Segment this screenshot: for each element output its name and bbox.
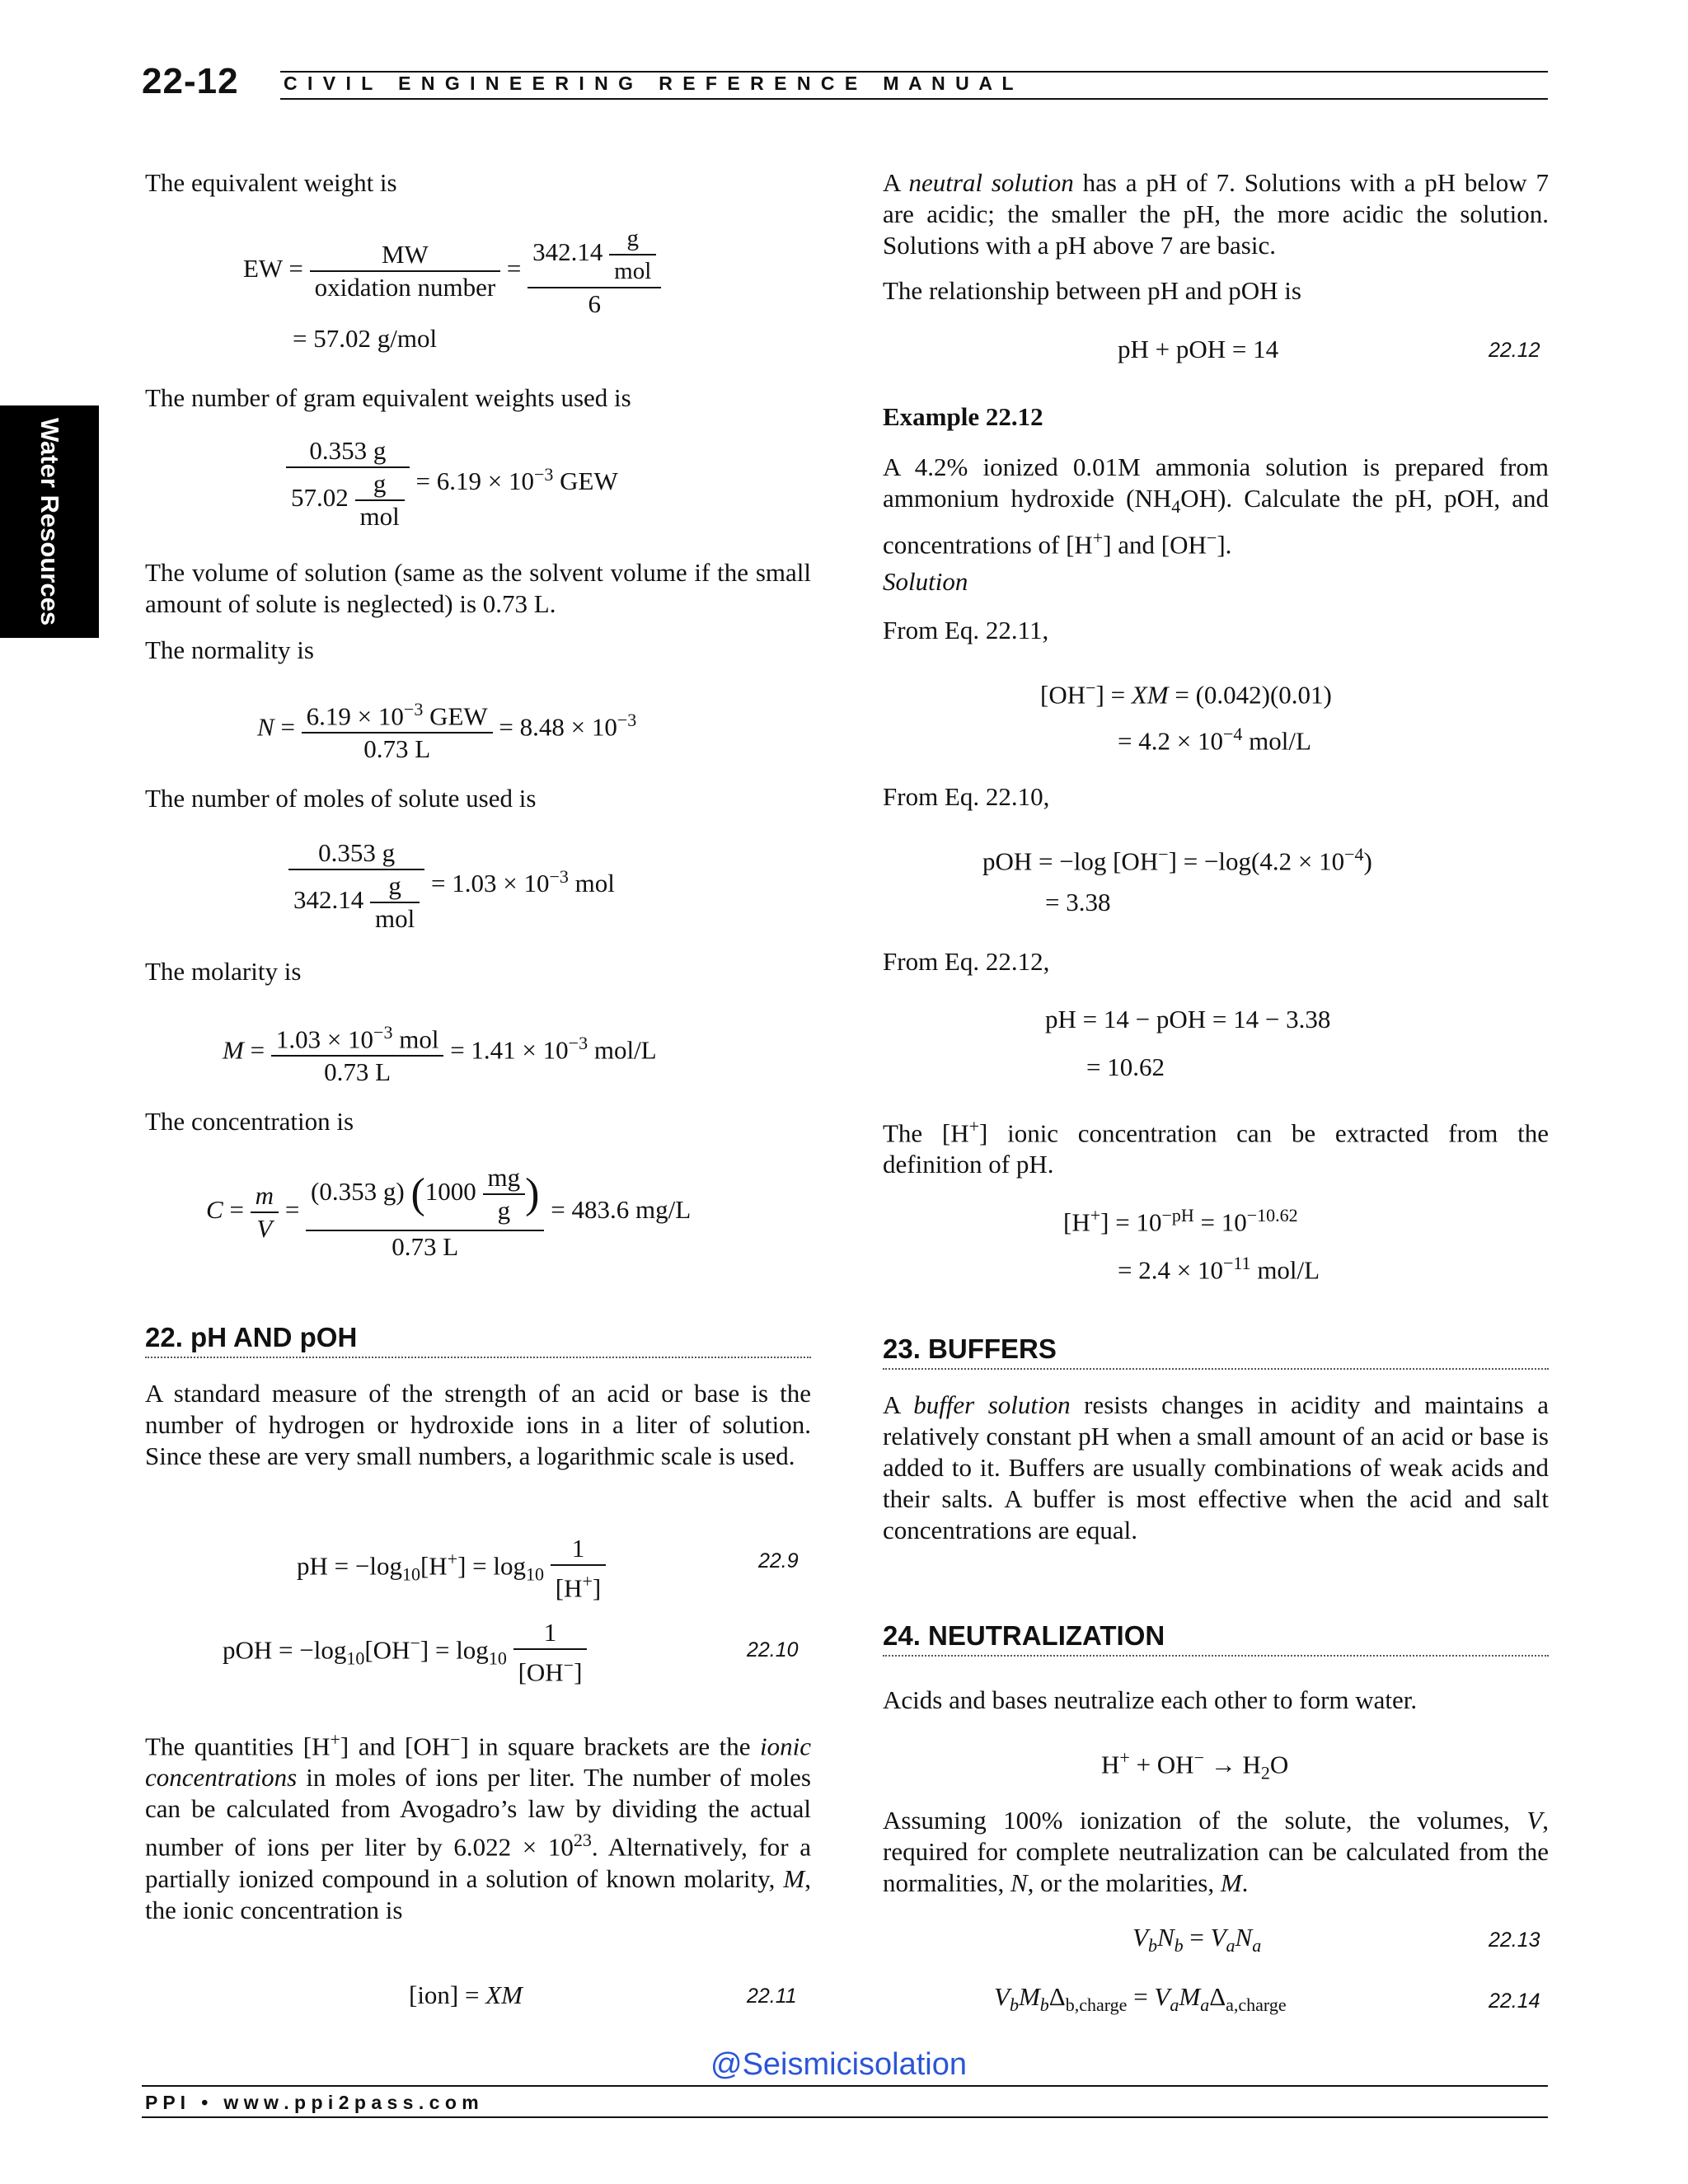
eq-normality xyxy=(257,694,636,765)
para-gew: The number of gram equivalent weights used is xyxy=(145,383,631,412)
assuming-a: Assuming 100% ionization of the solute, the volumes, xyxy=(883,1806,1527,1835)
eq-ion xyxy=(409,1980,523,2011)
reaction-d: O xyxy=(1269,1750,1289,1779)
gew-exp: −3 xyxy=(533,463,554,485)
buffer-italic: buffer solution xyxy=(913,1390,1071,1419)
para-assuming xyxy=(883,1805,1549,1899)
footer-text: P P I • w w w . p p i 2 p a s s . c o m xyxy=(145,2092,479,2113)
example-d: ]. xyxy=(1217,530,1232,560)
eq-vn: $V_bN_b = V_aN_a$ xyxy=(1132,1923,1262,1957)
para-molarity: The molarity is xyxy=(145,957,302,986)
h-line-1: $[H^+] = 10^{-pH} = 10^{-10.62}$ xyxy=(1063,1205,1298,1237)
neutral-italic: neutral solution xyxy=(908,168,1074,197)
ph-sub2: 10 xyxy=(526,1563,545,1585)
conc-m-sym: m xyxy=(255,1181,274,1210)
para-relationship: The relationship between pH and pOH is xyxy=(883,276,1301,305)
ew-frac-1 xyxy=(310,239,501,303)
molarity-den: 0.73 L xyxy=(324,1057,392,1087)
assuming-M: M xyxy=(1220,1868,1242,1897)
conc-eq2: = xyxy=(284,1195,300,1225)
eq-tag-22-14: 22.14 xyxy=(1489,1990,1540,2013)
h1-exp2: −10.62 xyxy=(1246,1205,1298,1226)
oh1-b: ] = xyxy=(1095,680,1132,710)
quantities-e: . Alternatively, for a partially ionized compound in a solution of known molarity, xyxy=(145,1832,812,1893)
oh2-val: = 4.2 × 10 xyxy=(1118,726,1223,756)
ew-eq: = xyxy=(506,254,522,284)
moles-result: = 1.03 × 10 xyxy=(430,869,550,898)
reaction-b-sup: − xyxy=(1193,1747,1204,1768)
example-title: Example 22.12 xyxy=(883,402,1043,431)
conc-m xyxy=(251,1180,279,1213)
oh1-a: [OH xyxy=(1040,680,1086,710)
section-22-title: 22. pH AND pOH xyxy=(145,1322,358,1352)
ph-den-a: [H xyxy=(555,1573,583,1603)
oh1-d: = (0.042)(0.01) xyxy=(1168,680,1332,710)
conc-frac xyxy=(306,1162,544,1263)
assuming-N: N xyxy=(1010,1868,1028,1897)
para-quantities: The quantities [H+] and [OH−] in square brackets are the ionic concentrations in moles of ions per liter. The number of moles can be calculated from Avogadro’s law by dividing the actual number of ions per liter by $6.022 \times 10^{23}$. Alternatively, for a partially ionized compound in a solution of known molarity, M, the ionic concentration is xyxy=(145,1729,812,1924)
eq-concentration xyxy=(206,1162,691,1263)
poh-close: ] = log xyxy=(420,1635,489,1665)
oh-line-1: [OH−] = XM = (0.042)(0.01) xyxy=(1040,677,1332,710)
gew-frac xyxy=(286,435,410,532)
molarity-eq: = xyxy=(243,1035,265,1065)
gew-result: = 6.19 × 10 xyxy=(415,466,534,496)
poh-den-a: [OH xyxy=(518,1657,564,1687)
eq-gew xyxy=(286,435,618,532)
poh-sub2: 10 xyxy=(488,1647,507,1669)
eq-tag-22-9: 22.9 xyxy=(758,1549,799,1572)
oh2-unit: mol/L xyxy=(1242,726,1311,756)
eq-tag-22-13: 22.13 xyxy=(1489,1929,1540,1952)
normality-num xyxy=(302,694,493,733)
ew-result: = 57.02 g/mol xyxy=(293,324,438,353)
ion-lhs: [ion] = xyxy=(409,1980,486,2009)
ph-line-1: pH = 14 − pOH = 14 − 3.38 xyxy=(1045,1005,1331,1033)
side-tab xyxy=(0,405,99,638)
gew-g-mol xyxy=(355,468,405,532)
gew-mol: mol xyxy=(359,502,400,531)
gew-den-val: 57.02 xyxy=(291,483,349,513)
conc-mg-g xyxy=(483,1162,526,1226)
quantities-a: The quantities [H xyxy=(145,1732,331,1761)
ph-mid: [H xyxy=(420,1551,448,1581)
assuming-c: , or the molarities, xyxy=(1027,1868,1221,1897)
section-24-title: 24. NEUTRALIZATION xyxy=(883,1620,1165,1651)
quantities-M: M xyxy=(783,1863,805,1893)
molarity-num-val: 1.03 × 10 xyxy=(275,1024,374,1054)
conc-num-b: 1000 xyxy=(424,1177,476,1207)
h-line-2 xyxy=(1118,1248,1320,1286)
para-concentration: The concentration is xyxy=(145,1107,354,1136)
ew-g-mol xyxy=(609,223,656,287)
conc-paren-close: ) xyxy=(525,1170,540,1217)
quantities-italic: ionic concentrations xyxy=(145,1732,811,1793)
para-volume: The volume of solution (same as the solvent volume if the small amount of solute is neglected) is 0.73 L. xyxy=(145,558,811,618)
poh-den-close: ] xyxy=(574,1657,583,1687)
vm-sub-a: a,charge xyxy=(1226,1994,1287,2016)
quantities-c: ] in square brackets are the xyxy=(460,1732,760,1761)
ph-frac xyxy=(551,1533,606,1604)
normality-lhs: N xyxy=(257,712,274,742)
poh-den-sup: − xyxy=(563,1655,574,1675)
ion-rhs: XM xyxy=(485,1980,523,2009)
ph-den-sup: + xyxy=(582,1571,593,1591)
ph-lhs: pH = −log xyxy=(297,1551,402,1581)
header-rule-top xyxy=(280,71,1548,73)
eq-sum: pH + pOH = 14 xyxy=(1118,335,1279,363)
para-normality: The normality is xyxy=(145,635,314,664)
h2-unit: mol/L xyxy=(1250,1255,1320,1285)
para-moles: The number of moles of solute used is xyxy=(145,784,537,813)
h1-exp: −pH xyxy=(1161,1205,1194,1226)
section-23-heading xyxy=(883,1333,1549,1370)
example-b: OH). Calculate the pH, pOH, and concentrations of [H xyxy=(883,484,1549,560)
reaction-a: H xyxy=(1101,1750,1120,1779)
molarity-lhs: M xyxy=(223,1035,244,1065)
gew-num: 0.353 g xyxy=(286,435,410,468)
eq-poh xyxy=(223,1617,587,1688)
eq-equivalent-weight xyxy=(243,223,661,320)
conc-num xyxy=(306,1162,544,1231)
para-standard-measure: A standard measure of the strength of an acid or base is the number of hydrogen or hydroxide ions in a liter of solution. Since these are very small numbers, a logarithmic scale is used. xyxy=(145,1379,811,1470)
quantities-d: in moles of ions per liter. The number of moles can be calculated from Avogadro’s law by dividing the actual number of ions per liter by 6.022 × 10 xyxy=(145,1763,811,1862)
conc-g: g xyxy=(497,1196,511,1225)
eq-reaction xyxy=(1101,1742,1288,1789)
molarity-res-unit: mol/L xyxy=(588,1035,657,1065)
hion-a: The [H xyxy=(883,1118,969,1148)
ew-oxnum: oxidation number xyxy=(314,273,496,302)
moles-num: 0.353 g xyxy=(288,837,424,870)
moles-den xyxy=(288,870,424,935)
poh-sup: − xyxy=(410,1632,420,1653)
from-eq-2212: From Eq. 22.12, xyxy=(883,947,1050,976)
eq-tag-22-11: 22.11 xyxy=(747,1985,797,2008)
from-eq-2211: From Eq. 22.11, xyxy=(883,616,1049,644)
poh1-b: ] = −log(4.2 × 10 xyxy=(1168,846,1345,876)
ew-mol: mol xyxy=(614,258,652,284)
oh-line-2 xyxy=(1118,719,1311,757)
moles-g-mol xyxy=(370,870,420,935)
buffer-b: resists changes in acidity and maintains a relatively constant pH when a small amount of an acid or base is added to it. Buffers are usually combinations of weak acids and their salts. A buffer is most effective when the acid and salt concentrations are equal. xyxy=(883,1390,1549,1544)
normality-res-exp: −3 xyxy=(617,709,637,730)
watermark: @Seismicisolation xyxy=(710,2047,968,2082)
page-number: 22-12 xyxy=(142,61,239,101)
poh1-c: ) xyxy=(1363,846,1372,876)
section-22-heading xyxy=(145,1322,811,1358)
para-neutral-solution xyxy=(883,167,1549,261)
normality-num-unit: GEW xyxy=(423,701,488,731)
ew-num xyxy=(528,223,661,288)
conc-m-over-v xyxy=(251,1180,279,1244)
para-example: A 4.2% ionized 0.01M ammonia solution is prepared from ammonium hydroxide $(NH_4OH)$. Calculate the pH, pOH, and concentrations of [H+] and [OH−]. xyxy=(883,452,1549,560)
normality-result: = 8.48 × 10 xyxy=(499,712,617,742)
eq-vm: $V_bM_b\Delta_{b,charge} = V_aM_a\Delta_{a,charge}$ xyxy=(994,1982,1287,2016)
section-24-heading xyxy=(883,1620,1549,1657)
example-a: A 4.2% ionized 0.01M ammonia solution is prepared from ammonium hydroxide (NH xyxy=(883,452,1549,513)
solution-label: Solution xyxy=(883,567,968,596)
h1-c: = 10 xyxy=(1193,1207,1247,1237)
moles-unit: mol xyxy=(568,869,615,898)
poh-line-1: pOH = −log $[OH^-] = -\log(4.2 \times 10^{-4})$ xyxy=(982,844,1372,876)
ph-den-close: ] xyxy=(592,1573,602,1603)
footer-rule-top xyxy=(142,2085,1548,2087)
poh-mid: [OH xyxy=(364,1635,410,1665)
molarity-res-exp: −3 xyxy=(568,1032,588,1053)
ew-lhs: EW = xyxy=(243,254,303,284)
gew-den xyxy=(286,468,410,532)
oh2-exp: −4 xyxy=(1222,724,1243,744)
poh-line-2: = 3.38 xyxy=(1045,888,1111,916)
normality-num-exp: −3 xyxy=(403,699,424,719)
poh-lhs: pOH = −log xyxy=(223,1635,347,1665)
neutral-a: A xyxy=(883,168,909,197)
eq-moles xyxy=(288,837,615,935)
ph-close: ] = log xyxy=(457,1551,527,1581)
gew-unit: GEW xyxy=(553,466,618,496)
conc-result: = 483.6 mg/L xyxy=(551,1195,692,1225)
reaction-a-sup: + xyxy=(1119,1747,1130,1768)
neutral-b: has a pH of 7. Solutions with a pH below 7 are acidic; the smaller the pH, the more acidic the solution. Solutions with a pH above 7 are basic. xyxy=(883,168,1549,260)
para-h-ion: The [H+] ionic concentration can be extracted from the definition of pH. xyxy=(883,1116,1549,1179)
conc-v-sym: V xyxy=(256,1214,273,1243)
eq-tag-22-12: 22.12 xyxy=(1489,339,1540,362)
molarity-frac xyxy=(271,1017,444,1088)
assuming-V: V xyxy=(1526,1806,1543,1835)
ph-sup: + xyxy=(447,1548,458,1569)
h2-val: = 2.4 × 10 xyxy=(1118,1255,1223,1285)
conc-eq1: = xyxy=(223,1195,244,1225)
example-c: ] and [OH xyxy=(1103,530,1207,560)
quantities-exp: 23 xyxy=(573,1830,592,1851)
conc-paren-open: ( xyxy=(410,1170,425,1217)
oh1-c: XM xyxy=(1131,680,1169,710)
header-rule-bottom xyxy=(280,98,1548,100)
ew-den: 6 xyxy=(588,289,601,318)
moles-frac xyxy=(288,837,424,935)
reaction-c-sub: 2 xyxy=(1260,1762,1270,1783)
side-tab-label: Water Resources xyxy=(35,417,64,626)
gew-g: g xyxy=(355,468,405,501)
ew-frac-2 xyxy=(528,223,661,320)
h1-a: [H xyxy=(1063,1207,1090,1237)
moles-g: g xyxy=(370,870,420,903)
conc-num-a: (0.353 g) xyxy=(311,1177,405,1207)
ph-frac-num: 1 xyxy=(551,1533,606,1566)
poh-frac-num: 1 xyxy=(513,1617,588,1650)
vm-sub-b: b,charge xyxy=(1065,1994,1128,2016)
para-neutralize: Acids and bases neutralize each other to form water. xyxy=(883,1685,1418,1714)
molarity-num xyxy=(271,1017,444,1057)
poh1-a: pOH = −log [OH xyxy=(982,846,1159,876)
conc-den: 0.73 L xyxy=(392,1232,459,1261)
manual-title: C I V I L E N G I N E E R I N G R E F E R E N C E M A N U A L xyxy=(284,73,1016,94)
normality-num-val: 6.19 × 10 xyxy=(306,701,404,731)
quantities-f: , the ionic concentration is xyxy=(145,1863,811,1924)
footer-rule-bottom xyxy=(142,2116,1548,2118)
para-equivalent-weight: The equivalent weight is xyxy=(145,168,397,197)
conc-mg: mg xyxy=(483,1162,526,1195)
assuming-d: . xyxy=(1241,1868,1249,1897)
section-23-title: 23. BUFFERS xyxy=(883,1333,1057,1364)
eq-ph xyxy=(297,1533,606,1604)
h2-exp: −11 xyxy=(1222,1253,1251,1273)
moles-den-val: 342.14 xyxy=(293,885,364,915)
moles-exp: −3 xyxy=(549,865,569,887)
molarity-result: = 1.41 × 10 xyxy=(450,1035,569,1065)
example-sub: 4 xyxy=(1171,496,1181,518)
buffer-a: A xyxy=(883,1390,914,1419)
molarity-num-unit: mol xyxy=(392,1024,439,1054)
normality-den: 0.73 L xyxy=(363,734,431,764)
hion-b: ] ionic concentration can be extracted from the definition of pH. xyxy=(883,1118,1549,1179)
poh-sub: 10 xyxy=(346,1647,365,1669)
ew-g: g xyxy=(609,223,656,255)
poh1-exp: −4 xyxy=(1344,844,1364,865)
poh-frac-den xyxy=(513,1650,588,1688)
eq-tag-22-10: 22.10 xyxy=(747,1638,799,1661)
eq-molarity xyxy=(223,1017,657,1088)
quantities-b: ] and [OH xyxy=(340,1732,451,1761)
reaction-c: → H xyxy=(1204,1750,1261,1779)
conc-v xyxy=(251,1213,279,1244)
moles-mol: mol xyxy=(375,904,415,933)
normality-frac xyxy=(302,694,493,765)
h1-b: ] = 10 xyxy=(1100,1207,1162,1237)
ew-mw: MW xyxy=(310,239,501,272)
ew-num-val: 342.14 xyxy=(532,237,603,267)
normality-eq: = xyxy=(274,712,295,742)
from-eq-2210: From Eq. 22.10, xyxy=(883,782,1050,811)
ph-frac-den xyxy=(551,1566,606,1604)
conc-lhs: C xyxy=(206,1195,223,1225)
molarity-num-exp: −3 xyxy=(373,1022,393,1043)
ph-sub: 10 xyxy=(401,1563,420,1585)
reaction-b: + OH xyxy=(1129,1750,1194,1779)
poh-frac xyxy=(513,1617,588,1688)
para-buffer xyxy=(883,1390,1549,1546)
assuming-b: , required for complete neutralization can be calculated from the normalities, xyxy=(883,1806,1549,1897)
ph-line-2: = 10.62 xyxy=(1086,1052,1165,1081)
